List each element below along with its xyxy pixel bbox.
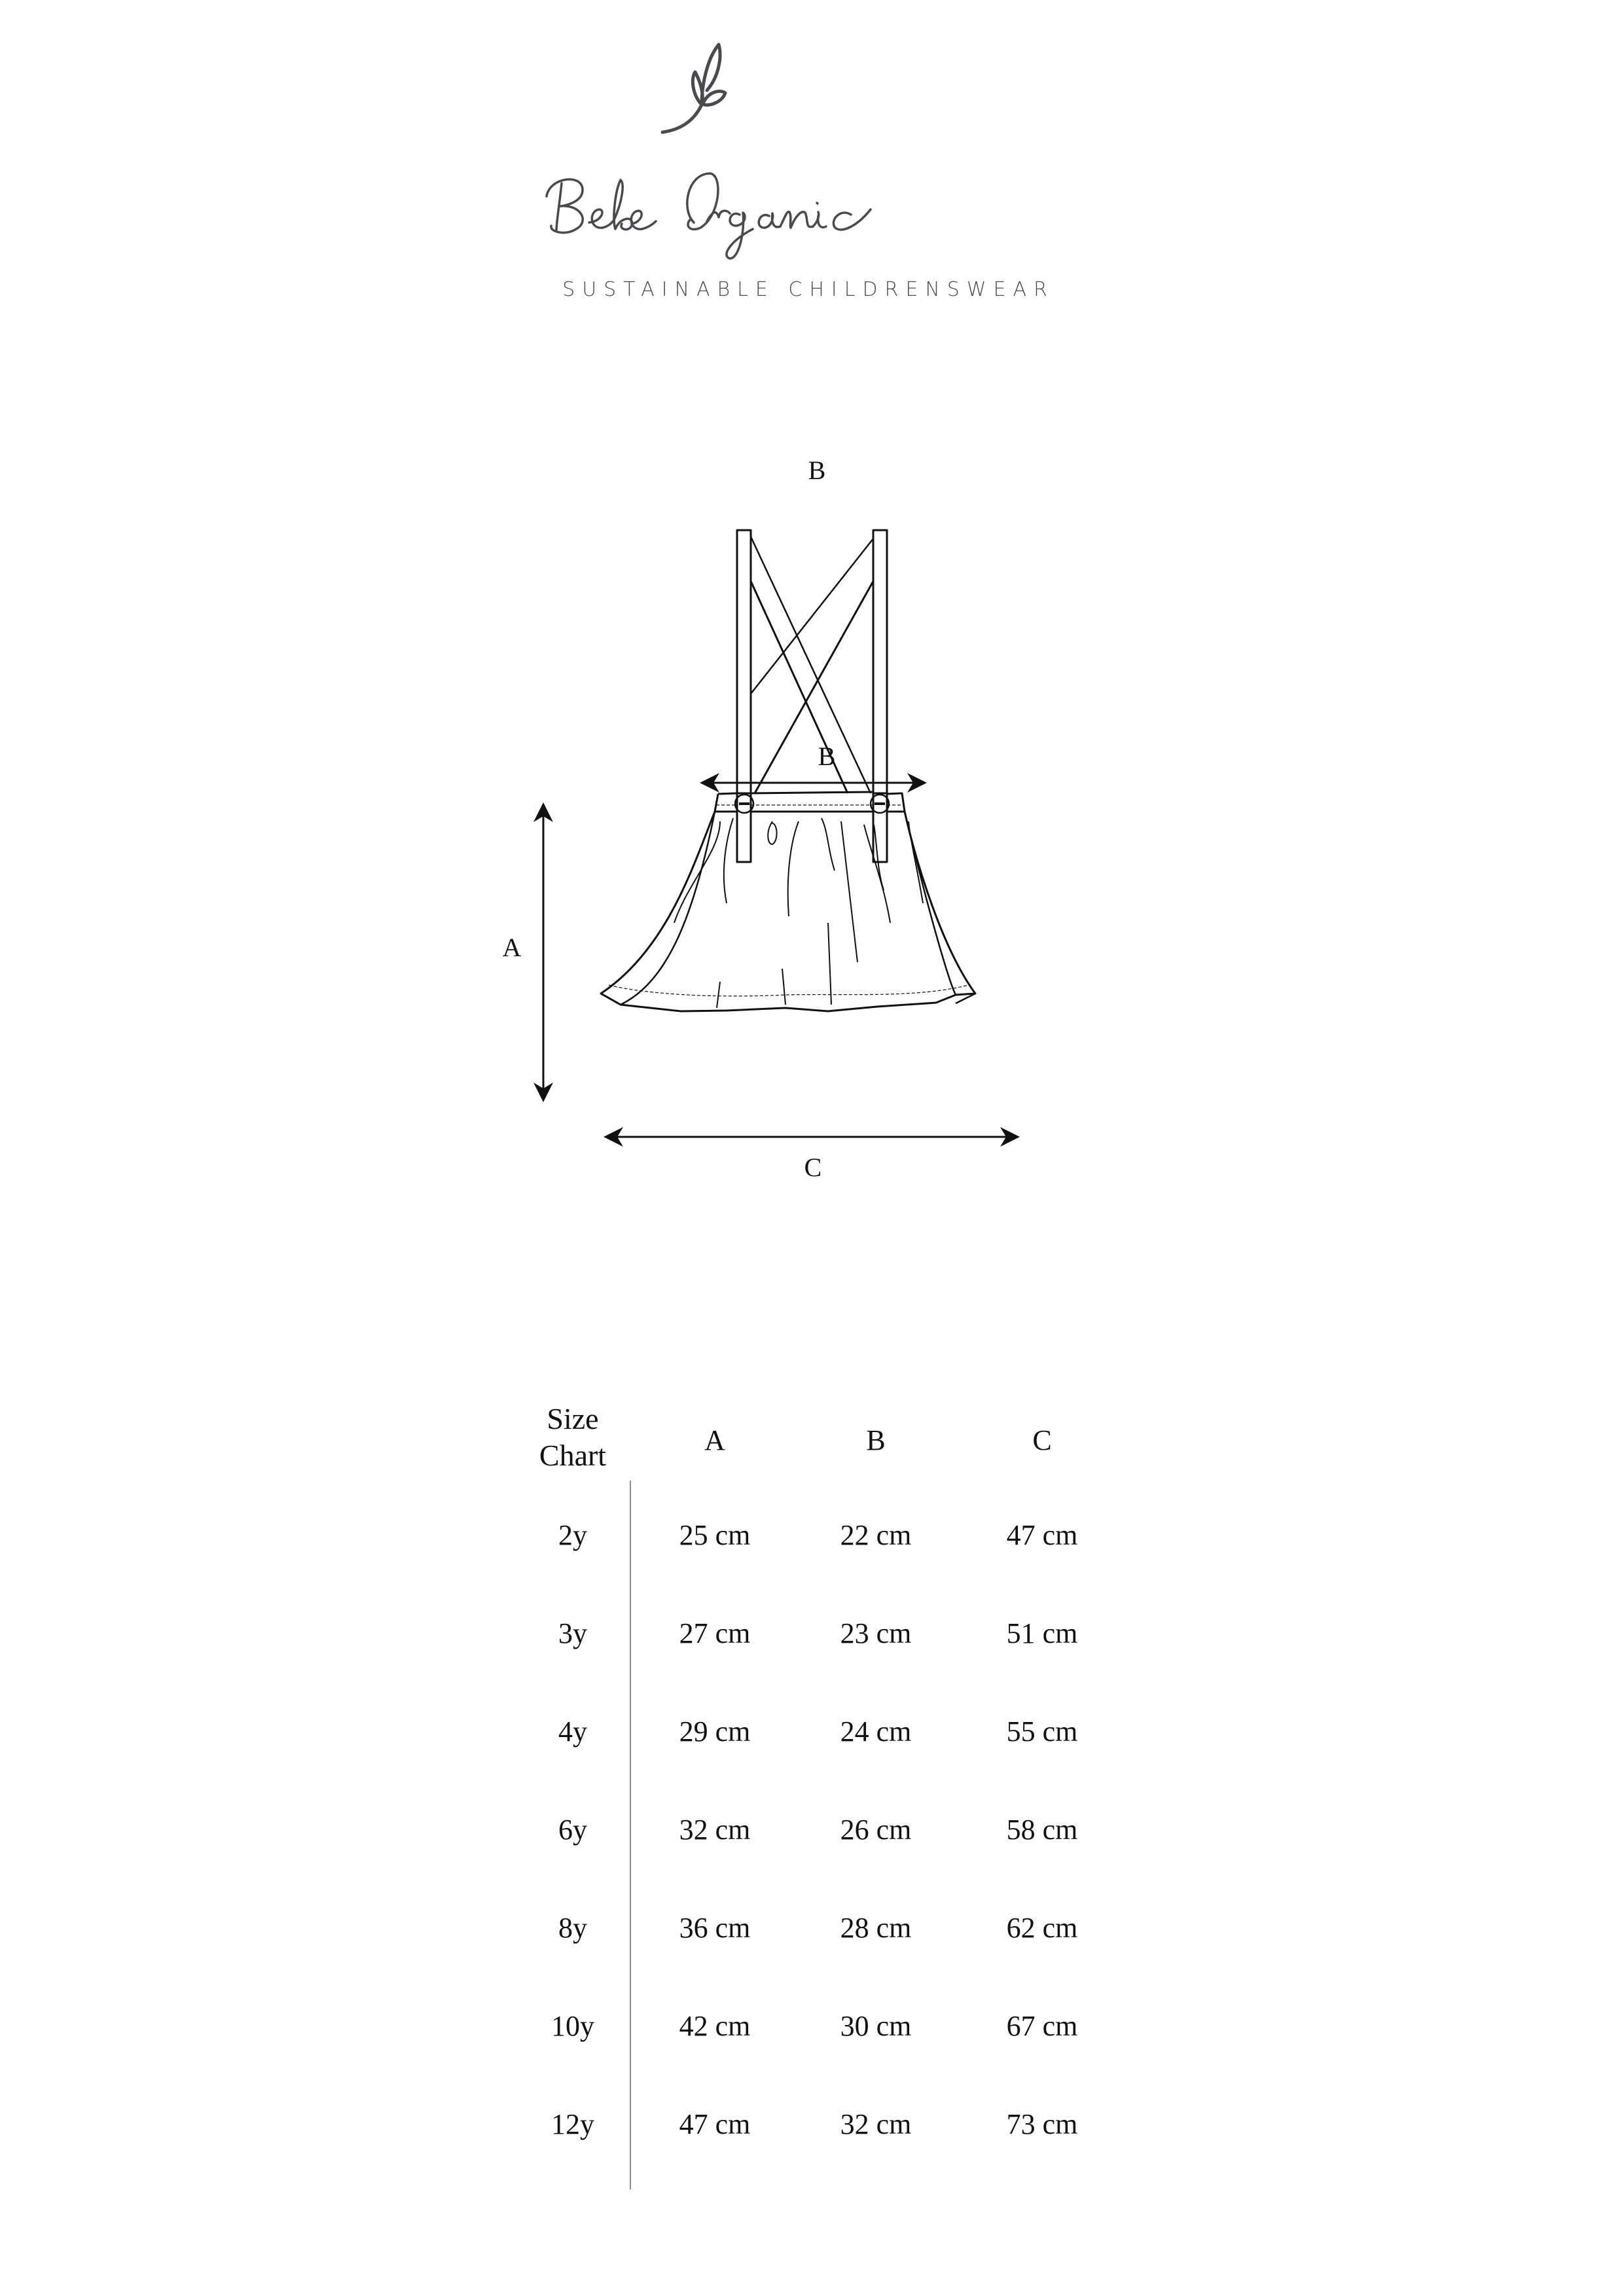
leaf-branch-icon (655, 33, 733, 137)
size-chart-title-line2: Chart (539, 1439, 607, 1472)
size-chart-title-line1: Size (547, 1402, 599, 1435)
row-value-b: 24 cm (840, 1715, 912, 1748)
dimension-label-b-top: B (808, 456, 826, 485)
row-value-a: 27 cm (679, 1617, 751, 1649)
row-size: 6y (558, 1814, 587, 1846)
dimension-label-c: C (804, 1153, 822, 1182)
dimension-label-a: A (502, 933, 522, 962)
row-value-c: 58 cm (1006, 1814, 1078, 1846)
brand-wordmark (543, 164, 1067, 275)
row-size: 8y (558, 1912, 587, 1944)
column-header-c: C (1032, 1424, 1052, 1456)
row-value-a: 29 cm (679, 1715, 751, 1748)
row-value-a: 36 cm (679, 1912, 751, 1944)
brand-tagline: SUSTAINABLE CHILDRENSWEAR (562, 278, 1055, 301)
row-value-c: 62 cm (1006, 1912, 1078, 1944)
row-size: 4y (558, 1715, 587, 1748)
column-header-a: A (704, 1424, 725, 1456)
row-value-a: 25 cm (679, 1519, 751, 1551)
row-value-b: 28 cm (840, 1912, 912, 1944)
row-size: 10y (551, 2010, 594, 2042)
row-value-c: 73 cm (1006, 2108, 1078, 2140)
row-value-a: 47 cm (679, 2108, 751, 2140)
row-size: 12y (551, 2108, 594, 2140)
row-value-b: 26 cm (840, 1814, 912, 1846)
row-value-a: 32 cm (679, 1814, 751, 1846)
row-size: 2y (558, 1519, 587, 1551)
row-value-c: 51 cm (1006, 1617, 1078, 1649)
row-value-b: 23 cm (840, 1617, 912, 1649)
row-value-b: 30 cm (840, 2010, 912, 2042)
row-size: 3y (558, 1617, 587, 1649)
row-value-a: 42 cm (679, 2010, 751, 2042)
dimension-label-b-waist: B (818, 742, 836, 771)
row-value-c: 67 cm (1006, 2010, 1078, 2042)
row-value-c: 47 cm (1006, 1519, 1078, 1551)
column-header-b: B (866, 1424, 886, 1456)
row-value-b: 32 cm (840, 2108, 912, 2140)
row-value-b: 22 cm (840, 1519, 912, 1551)
row-value-c: 55 cm (1006, 1715, 1078, 1748)
